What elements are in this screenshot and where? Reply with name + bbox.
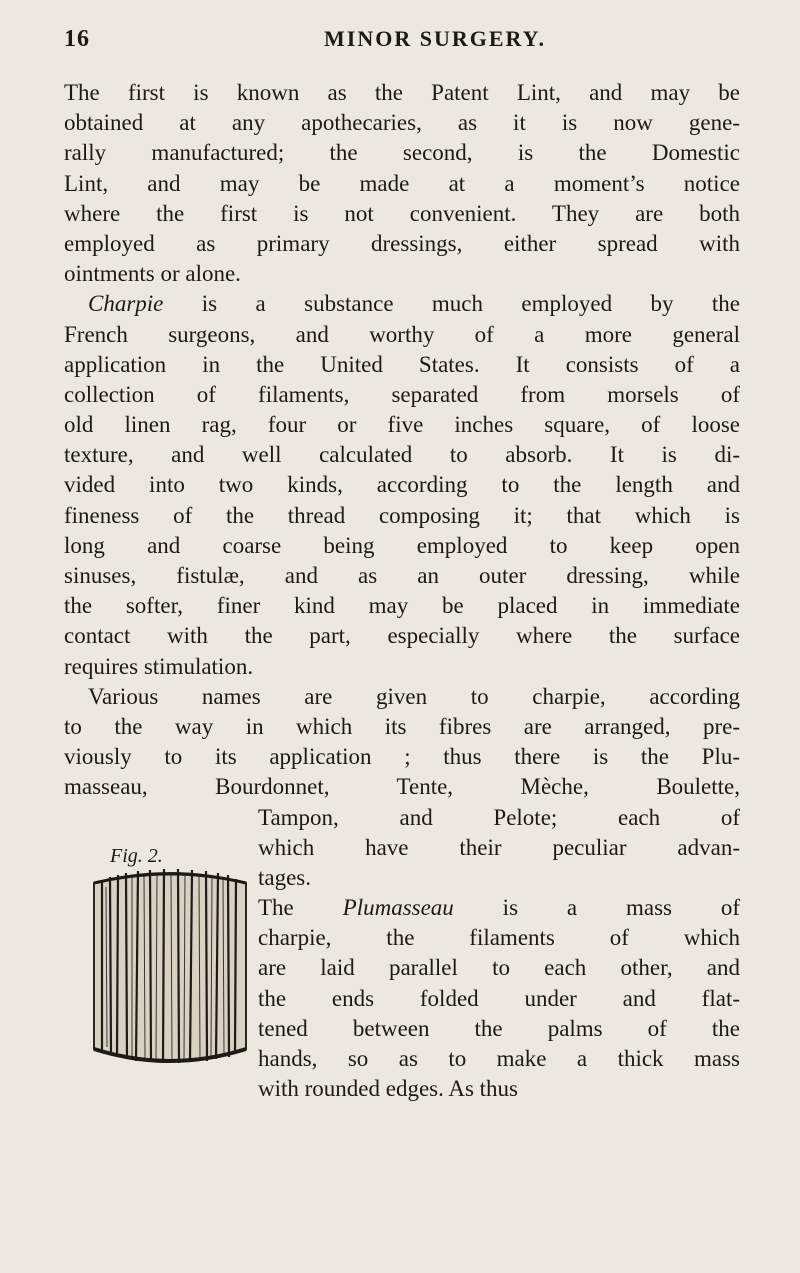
text-line: requires stimulation. — [64, 653, 254, 679]
text-fragment: is a substance much employed by the — [163, 291, 740, 317]
text-line: charpie, the filaments of which — [258, 925, 740, 951]
text-line: employed as primary dressings, either spread with — [64, 230, 740, 256]
text-line: contact with the part, especially where the surface — [64, 623, 740, 649]
text-line: with rounded edges. As thus — [258, 1076, 519, 1102]
text-line — [64, 289, 740, 319]
text-line: application in the United States. It consists of a — [64, 351, 740, 377]
figure-plumasseau — [80, 845, 260, 1073]
figure-label: Fig. 2. — [110, 845, 163, 867]
text-line: old linen rag, four or five inches square, of loose — [64, 412, 740, 438]
text-line: texture, and well calculated to absorb. It is di- — [64, 442, 740, 468]
text-line: the ends folded under and flat- — [258, 985, 740, 1011]
page-number: 16 — [64, 26, 90, 52]
text-line: where the first is not convenient. They are both — [64, 200, 740, 226]
text-line: fineness of the thread composing it; that which is — [64, 502, 740, 528]
page-header — [64, 26, 736, 58]
text-line — [258, 893, 740, 923]
text-fragment: The — [258, 895, 343, 921]
text-line: to the way in which its fibres are arranged, pre- — [64, 713, 740, 739]
text-line: viously to its application ; thus there is the Plu- — [64, 744, 740, 770]
text-line: The first is known as the Patent Lint, and may be — [64, 80, 740, 105]
text-fragment: is a mass of — [453, 895, 740, 921]
text-line: hands, so as to make a thick mass — [258, 1046, 740, 1071]
text-line: masseau, Bourdonnet, Tente, Mèche, Boulette, — [64, 774, 740, 800]
text-line: sinuses, fistulæ, and as an outer dressing, while — [64, 563, 740, 588]
text-line: Various names are given to charpie, according — [88, 683, 740, 709]
plumasseau-illustration — [80, 867, 260, 1073]
text-line: the softer, finer kind may be placed in immediate — [64, 593, 740, 619]
text-line: rally manufactured; the second, is the Domestic — [64, 140, 740, 166]
text-line: obtained at any apothecaries, as it is now gene- — [64, 110, 740, 136]
text-line: vided into two kinds, according to the length and — [64, 472, 740, 498]
text-line: tages. — [258, 864, 312, 890]
text-line: collection of filaments, separated from morsels of — [64, 381, 740, 407]
text-line: Tampon, and Pelote; each of — [258, 804, 740, 830]
text-line: French surgeons, and worthy of a more general — [64, 321, 740, 347]
text-line: are laid parallel to each other, and — [258, 955, 740, 981]
text-line: which have their peculiar advan- — [258, 834, 740, 860]
text-line: long and coarse being employed to keep open — [64, 532, 740, 558]
text-line: Lint, and may be made at a moment’s notice — [64, 170, 740, 196]
italic-term: Plumasseau — [342, 895, 454, 921]
running-head: MINOR SURGERY. — [324, 26, 546, 51]
text-line: tened between the palms of the — [258, 1015, 740, 1041]
italic-term: Charpie — [88, 291, 164, 317]
text-line: ointments or alone. — [64, 261, 241, 287]
